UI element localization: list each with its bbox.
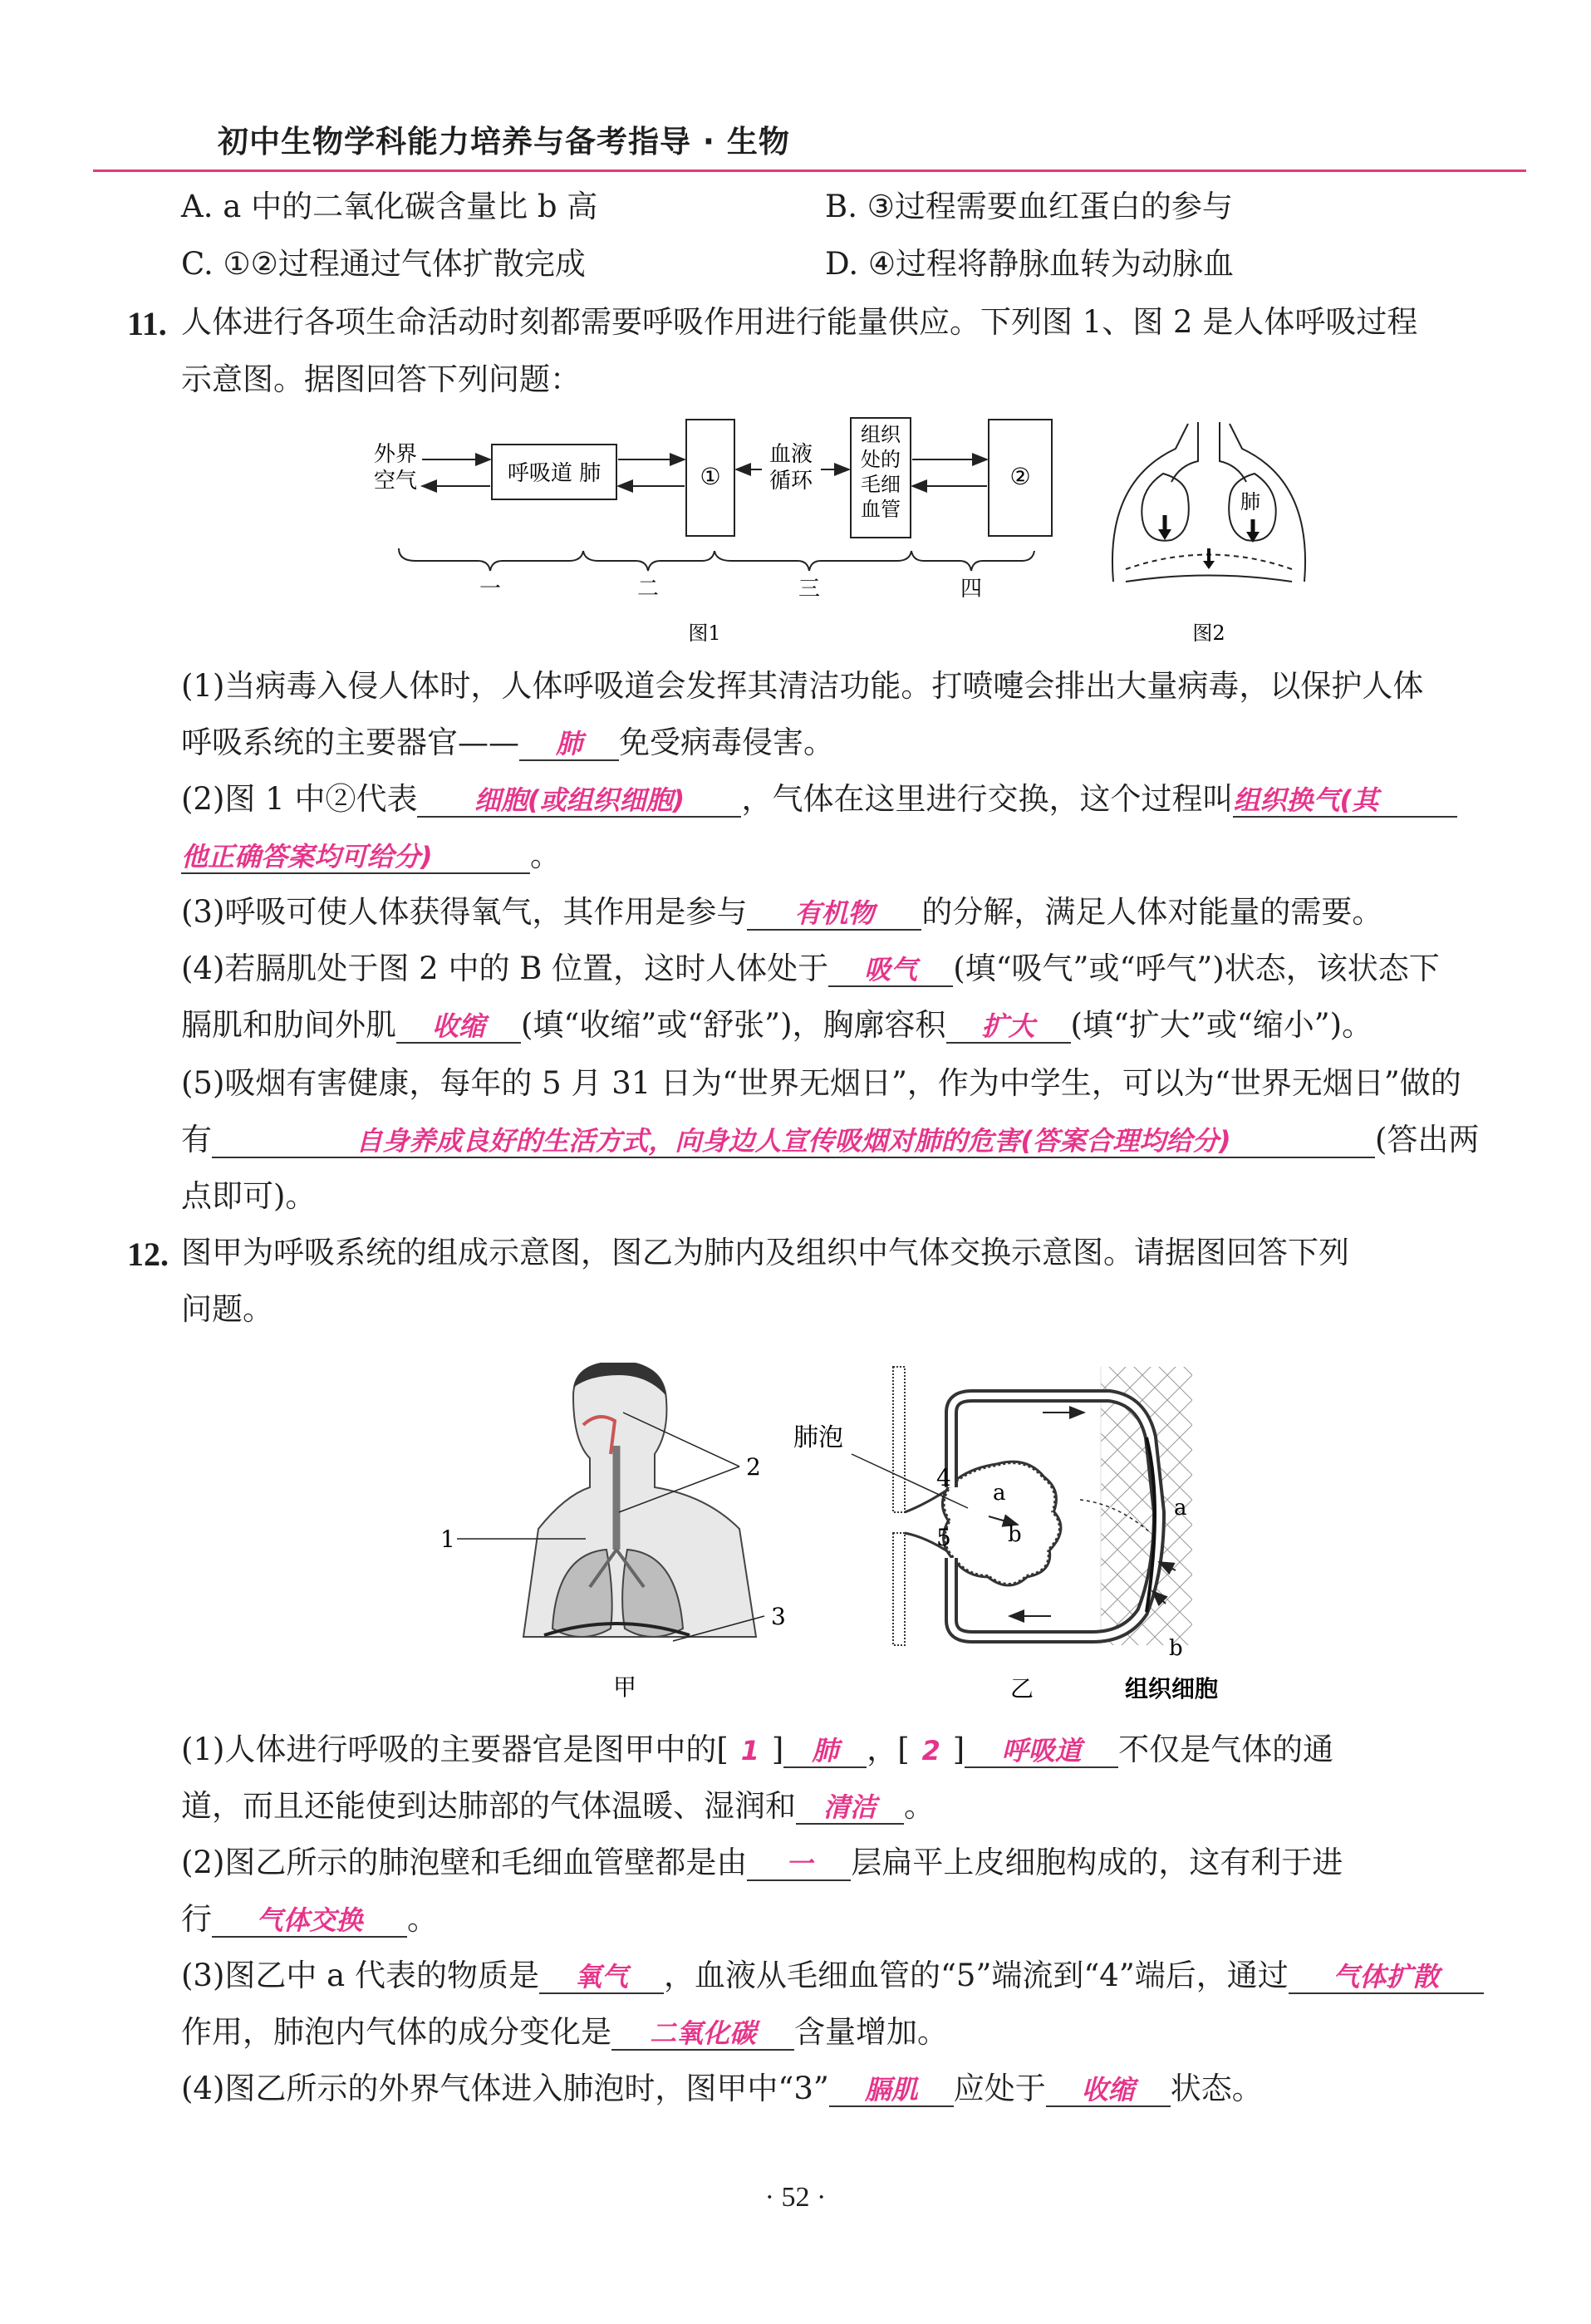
running-header: 初中生物学科能力培养与备考指导 · 生物 bbox=[218, 124, 790, 160]
q12-answer-1b: 呼吸道 bbox=[965, 1736, 1118, 1768]
figB-tissue-label: 组织细胞 bbox=[1124, 1675, 1219, 1702]
fig1-cap-3: 毛细 bbox=[861, 473, 901, 496]
q11-answer-4a: 吸气 bbox=[828, 955, 953, 987]
figure-jia-respiratory-system bbox=[440, 1363, 806, 1712]
option-b: B. ③过程需要血红蛋白的参与 bbox=[825, 189, 1233, 224]
q12-answer-3a: 氧气 bbox=[539, 1962, 664, 1994]
fig1-stage-2: 二 bbox=[636, 577, 660, 602]
q12-answer-1c: 清洁 bbox=[796, 1792, 904, 1825]
fig1-airway-lung-box: 呼吸道 肺 bbox=[507, 461, 602, 486]
q12-answer-2b: 气体交换 bbox=[212, 1905, 407, 1938]
q11-answer-3: 有机物 bbox=[747, 898, 921, 931]
q12-part3-line1: (3)图乙中 a 代表的物质是 氧气 ，血液从毛细血管的“5”端流到“4”端后，通过 气体扩散 bbox=[181, 1956, 1484, 1996]
fig1-stage-3: 三 bbox=[798, 577, 821, 602]
q12-answer-4b: 收缩 bbox=[1046, 2075, 1171, 2107]
q12-answer-3c: 二氧化碳 bbox=[611, 2018, 794, 2051]
q11-part1-line1: (1)当病毒入侵人体时，人体呼吸道会发挥其清洁功能。打喷嚏会排出大量病毒，以保护人体 bbox=[181, 668, 1424, 704]
q11-answer-2a: 细胞(或组织细胞) bbox=[417, 785, 741, 818]
page-number: · 52 · bbox=[764, 2182, 827, 2213]
figB-label-b-tissue: b bbox=[1169, 1636, 1183, 1661]
q11-part5-line2: 有 自身养成良好的生活方式，向身边人宣传吸烟对肺的危害(答案合理均给分) (答出两 bbox=[181, 1122, 1480, 1157]
fig1-outside-air-1: 外界 bbox=[374, 442, 418, 467]
q11-part3: (3)呼吸可使人体获得氧气，其作用是参与 有机物 的分解，满足人体对能量的需要。 bbox=[181, 894, 1383, 930]
figA-label-1: 1 bbox=[440, 1526, 455, 1553]
q12-answer-3b: 气体扩散 bbox=[1289, 1962, 1484, 1994]
fig1-stage-1: 一 bbox=[479, 577, 502, 602]
figA-label-2: 2 bbox=[746, 1453, 761, 1481]
fig2-lung-label: 肺 bbox=[1240, 490, 1260, 513]
q12-answer-1a: 肺 bbox=[783, 1736, 867, 1768]
q12-part4: (4)图乙所示的外界气体进入肺泡时，图甲中“3” 膈肌 应处于 收缩 状态。 bbox=[181, 2071, 1263, 2106]
q12-part1-line1: (1)人体进行呼吸的主要器官是图甲中的[ 1 ] 肺 ，[ 2 ] 呼吸道 不仅是气体的通 bbox=[181, 1732, 1334, 1767]
q11-part4-line1: (4)若膈肌处于图 2 中的 B 位置，这时人体处于 吸气 (填“吸气”或“呼气”)状态，该状态下 bbox=[181, 951, 1440, 986]
q11-answer-2b-part2: 他正确答案均可给分) bbox=[181, 842, 530, 874]
figB-label-b: b bbox=[1008, 1522, 1022, 1547]
header-rule bbox=[93, 170, 1526, 172]
question-12-stem-line2: 问题。 bbox=[181, 1291, 273, 1327]
figure-2-diagram bbox=[1097, 415, 1321, 652]
fig1-blood-2: 循环 bbox=[768, 469, 813, 494]
fig1-blood-1: 血液 bbox=[768, 442, 813, 467]
q11-part2-line2: 他正确答案均可给分) 。 bbox=[181, 838, 561, 873]
fig1-box-2: ② bbox=[1009, 463, 1031, 490]
q12-answer-4a: 膈肌 bbox=[829, 2075, 954, 2107]
fig1-box-1: ① bbox=[700, 463, 721, 490]
fig1-stage-4: 四 bbox=[960, 577, 983, 602]
question-12-stem-line1: 图甲为呼吸系统的组成示意图，图乙为肺内及组织中气体交换示意图。请据图回答下列 bbox=[181, 1235, 1349, 1270]
question-12-number: 12. bbox=[127, 1236, 169, 1273]
figB-caption: 乙 bbox=[1009, 1675, 1034, 1702]
q11-answer-4b: 收缩 bbox=[396, 1011, 521, 1044]
question-11-stem-line1: 人体进行各项生命活动时刻都需要呼吸作用进行能量供应。下列图 1、图 2 是人体呼吸过程 bbox=[181, 304, 1418, 340]
figure-1-diagram bbox=[366, 411, 1097, 652]
figA-label-3: 3 bbox=[771, 1603, 786, 1630]
q11-part5-line3: 点即可)。 bbox=[181, 1178, 317, 1214]
question-11-stem-line2: 示意图。据图回答下列问题： bbox=[181, 361, 581, 397]
figB-label-4: 4 bbox=[936, 1464, 951, 1491]
fig1-cap-2: 处的 bbox=[861, 448, 901, 471]
option-a: A. a 中的二氧化碳含量比 b 高 bbox=[181, 189, 598, 224]
option-c: C. ①②过程通过气体扩散完成 bbox=[181, 246, 586, 282]
q11-part2-line1: (2)图 1 中②代表 细胞(或组织细胞) ，气体在这里进行交换，这个过程叫组织换气(其 bbox=[181, 779, 1457, 819]
q11-answer-4c: 扩大 bbox=[946, 1011, 1071, 1044]
figB-label-a-tissue: a bbox=[1174, 1496, 1187, 1521]
figB-label-5: 5 bbox=[936, 1524, 951, 1551]
figB-label-a: a bbox=[993, 1481, 1006, 1506]
q12-part1-line2: 道，而且还能使到达肺部的气体温暖、湿润和 清洁 。 bbox=[181, 1788, 935, 1824]
fig1-cap-4: 血管 bbox=[861, 498, 901, 521]
q12-answer-1-number2: 2 bbox=[921, 1735, 940, 1766]
q12-part2-line2: 行 气体交换 。 bbox=[181, 1901, 438, 1937]
question-11-number: 11. bbox=[127, 305, 167, 342]
q11-part1-line2: 呼吸系统的主要器官—— 肺 免受病毒侵害。 bbox=[181, 725, 834, 760]
q11-answer-1: 肺 bbox=[519, 729, 619, 761]
figA-caption: 甲 bbox=[612, 1673, 637, 1701]
q12-answer-1-number1: 1 bbox=[740, 1735, 759, 1766]
q11-answer-5: 自身养成良好的生活方式，向身边人宣传吸烟对肺的危害(答案合理均给分) bbox=[212, 1126, 1375, 1158]
fig2-caption: 图2 bbox=[1192, 622, 1225, 645]
q12-answer-2a: 一 bbox=[747, 1849, 851, 1881]
figure-yi-gas-exchange bbox=[793, 1363, 1242, 1712]
fig1-outside-air-2: 空气 bbox=[374, 469, 418, 494]
option-d: D. ④过程将静脉血转为动脉血 bbox=[825, 246, 1235, 282]
figB-alveolus-label: 肺泡 bbox=[793, 1423, 843, 1452]
fig1-caption: 图1 bbox=[688, 622, 721, 645]
q12-part2-line1: (2)图乙所示的肺泡壁和毛细血管壁都是由 一 层扁平上皮细胞构成的，这有利于进 bbox=[181, 1845, 1343, 1880]
fig1-cap-1: 组织 bbox=[861, 423, 901, 446]
q11-part5-line1: (5)吸烟有害健康，每年的 5 月 31 日为“世界无烟日”，作为中学生，可以为“世界无烟日”做的 bbox=[181, 1065, 1461, 1101]
q11-answer-2b-part1: 组织换气(其 bbox=[1233, 785, 1457, 818]
q11-part4-line2: 膈肌和肋间外肌 收缩 (填“收缩”或“舒张”)，胸廓容积 扩大 (填“扩大”或“缩小”)。 bbox=[181, 1007, 1373, 1043]
q12-part3-line2: 作用，肺泡内气体的成分变化是 二氧化碳 含量增加。 bbox=[181, 2014, 948, 2050]
